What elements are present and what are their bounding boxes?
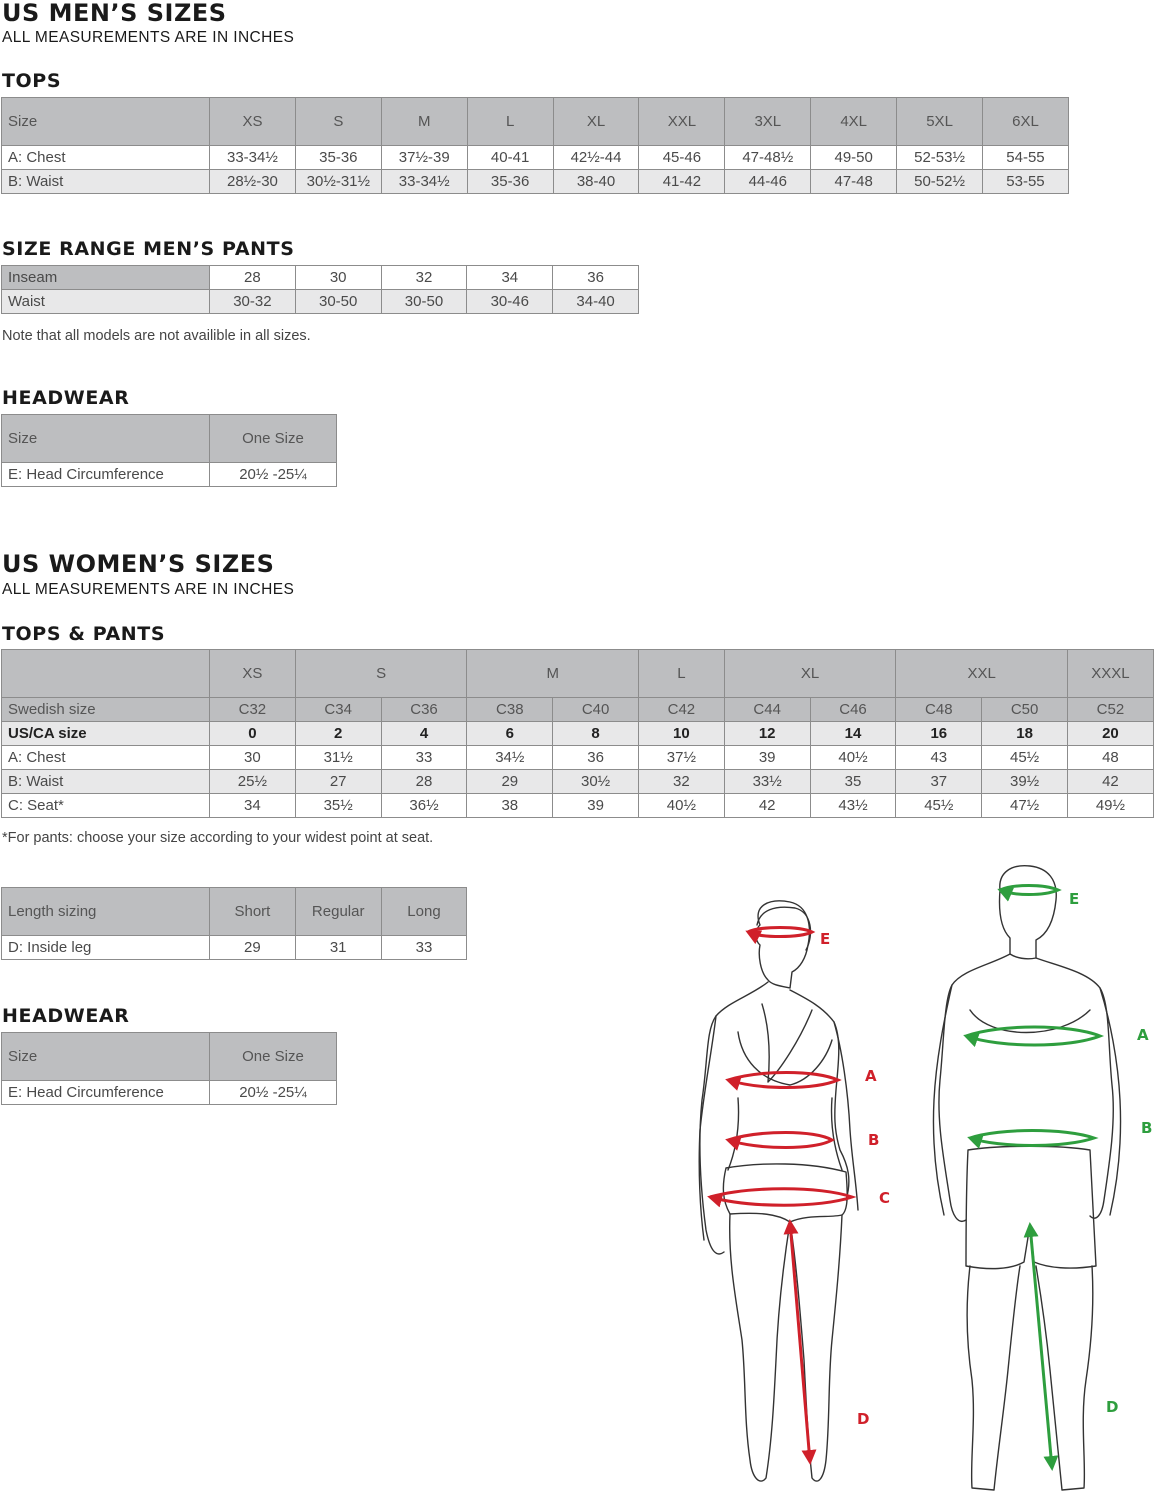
table-cell: 30½-31½ (295, 170, 381, 194)
table-cell: 4 (381, 722, 467, 746)
header-cell: XL (724, 650, 896, 698)
female-label-d: D (857, 1410, 870, 1428)
female-label-b: B (868, 1131, 880, 1149)
male-waist-measure (970, 1131, 1094, 1146)
header-cell: Short (210, 888, 296, 936)
header-cell: XXL (639, 98, 725, 146)
row-label: E: Head Circumference (2, 463, 210, 487)
table-cell: 35 (810, 770, 896, 794)
row-label: Waist (2, 290, 210, 314)
header-cell: XXXL (1068, 650, 1154, 698)
table-cell: 29 (210, 936, 296, 960)
header-cell: XS (210, 98, 296, 146)
table-cell: 38-40 (553, 170, 639, 194)
table-cell: 50-52½ (897, 170, 983, 194)
table-cell: C44 (724, 698, 810, 722)
table-cell: C40 (553, 698, 639, 722)
header-cell: S (295, 98, 381, 146)
header-cell: L (639, 650, 725, 698)
table-cell: 39½ (982, 770, 1068, 794)
male-head-measure (1000, 886, 1058, 895)
table-cell: 20 (1068, 722, 1154, 746)
male-left-arm-outline (933, 985, 952, 1215)
table-cell: 30-50 (381, 290, 467, 314)
header-cell: M (381, 98, 467, 146)
table-cell: 16 (896, 722, 982, 746)
table-cell: 47½ (982, 794, 1068, 818)
men-title: US MEN’S SIZES (2, 0, 227, 27)
table-cell: 44-46 (725, 170, 811, 194)
table-cell: 35-36 (295, 146, 381, 170)
header-cell: XS (210, 650, 296, 698)
women-headwear-title: HEADWEAR (2, 1005, 130, 1027)
header-cell: One Size (210, 415, 337, 463)
female-chest-measure (728, 1073, 838, 1088)
table-cell: 43 (896, 746, 982, 770)
header-cell: 4XL (811, 98, 897, 146)
table-cell: 41-42 (639, 170, 725, 194)
table-cell: 48 (1068, 746, 1154, 770)
table-cell: 47-48½ (725, 146, 811, 170)
table-cell: C48 (896, 698, 982, 722)
male-inside-leg-measure (1030, 1225, 1052, 1468)
table-cell: 39 (553, 794, 639, 818)
table-cell: 35½ (295, 794, 381, 818)
table-cell: 45½ (896, 794, 982, 818)
men-headwear-title: HEADWEAR (2, 387, 130, 409)
row-label: A: Chest (2, 146, 210, 170)
women-subtitle: ALL MEASUREMENTS ARE IN INCHES (2, 581, 295, 598)
header-cell: Regular (295, 888, 381, 936)
women-tops-title: TOPS & PANTS (2, 623, 166, 645)
male-figure (933, 866, 1120, 1490)
table-cell: 36 (553, 746, 639, 770)
table-cell: 32 (381, 266, 467, 290)
table-cell: 14 (810, 722, 896, 746)
female-measure-lines (710, 928, 852, 1463)
men-tops-title: TOPS (2, 70, 62, 92)
table-cell: 54-55 (983, 146, 1069, 170)
table-cell: 52-53½ (897, 146, 983, 170)
table-cell: 28 (210, 266, 296, 290)
table-cell: 37½-39 (381, 146, 467, 170)
table-cell: 34-40 (553, 290, 639, 314)
female-waist-measure (728, 1133, 832, 1148)
table-cell: 49-50 (811, 146, 897, 170)
header-cell: Length sizing (2, 888, 210, 936)
header-cell: L (467, 98, 553, 146)
table-cell: 45½ (982, 746, 1068, 770)
table-cell: 42 (724, 794, 810, 818)
male-label-d: D (1106, 1398, 1119, 1416)
table-cell: C46 (810, 698, 896, 722)
row-label: A: Chest (2, 746, 210, 770)
table-cell: C50 (982, 698, 1068, 722)
men-subtitle: ALL MEASUREMENTS ARE IN INCHES (2, 29, 295, 46)
table-cell: 6 (467, 722, 553, 746)
table-cell: 18 (982, 722, 1068, 746)
table-cell: C36 (381, 698, 467, 722)
male-chest-measure (966, 1027, 1100, 1045)
men-pants-title: SIZE RANGE MEN’S PANTS (2, 238, 295, 260)
male-torso-outline (939, 954, 1113, 1221)
table-cell: 35-36 (467, 170, 553, 194)
table-cell: 33-34½ (210, 146, 296, 170)
women-title: US WOMEN’S SIZES (2, 550, 275, 578)
table-cell: 2 (295, 722, 381, 746)
table-cell: C38 (467, 698, 553, 722)
female-left-leg-outline (730, 1214, 790, 1481)
table-cell: C34 (295, 698, 381, 722)
table-cell: 43½ (810, 794, 896, 818)
header-cell: Size (2, 1033, 210, 1081)
female-label-c: C (879, 1189, 891, 1207)
table-cell: 20½ -25¼ (210, 1081, 337, 1105)
male-label-a: A (1137, 1026, 1149, 1044)
row-label: C: Seat* (2, 794, 210, 818)
table-cell: 30½ (553, 770, 639, 794)
table-cell: 33 (381, 936, 467, 960)
table-cell: 33½ (724, 770, 810, 794)
table-cell: 8 (553, 722, 639, 746)
male-label-e: E (1069, 890, 1080, 908)
table-cell: 20½ -25¼ (210, 463, 337, 487)
table-cell: 30 (210, 746, 296, 770)
table-cell: 40-41 (467, 146, 553, 170)
table-cell: 33 (381, 746, 467, 770)
male-label-b: B (1141, 1119, 1153, 1137)
female-label-e: E (820, 930, 831, 948)
header-cell: M (467, 650, 639, 698)
header-cell: Size (2, 415, 210, 463)
table-cell: 39 (724, 746, 810, 770)
table-cell: 10 (639, 722, 725, 746)
female-seat-measure (710, 1189, 852, 1206)
table-cell: 33-34½ (381, 170, 467, 194)
table-cell: 36 (553, 266, 639, 290)
table-cell: 31 (295, 936, 381, 960)
table-cell: 53-55 (983, 170, 1069, 194)
table-cell: C32 (210, 698, 296, 722)
row-label: B: Waist (2, 770, 210, 794)
female-right-arm-outline (834, 1022, 858, 1210)
female-right-leg-outline (790, 1215, 842, 1481)
table-cell: C52 (1068, 698, 1154, 722)
table-cell: 31½ (295, 746, 381, 770)
table-cell: 36½ (381, 794, 467, 818)
male-head-outline (999, 866, 1056, 959)
women-seat-note: *For pants: choose your size according to your widest point at seat. (2, 830, 434, 846)
header-cell: Size (2, 98, 210, 146)
header-cell: 5XL (897, 98, 983, 146)
row-label: B: Waist (2, 170, 210, 194)
female-head-measure (748, 928, 812, 937)
table-cell: 47-48 (811, 170, 897, 194)
table-cell: 42½-44 (553, 146, 639, 170)
header-cell: One Size (210, 1033, 337, 1081)
table-cell: 37 (896, 770, 982, 794)
header-cell: XXL (896, 650, 1068, 698)
table-cell: 40½ (639, 794, 725, 818)
header-cell: XL (553, 98, 639, 146)
table-cell: 49½ (1068, 794, 1154, 818)
table-cell: 32 (639, 770, 725, 794)
male-left-leg-outline (967, 1266, 1020, 1490)
table-cell: 37½ (639, 746, 725, 770)
table-cell: 34 (467, 266, 553, 290)
header-cell: 3XL (725, 98, 811, 146)
female-inside-leg-measure (790, 1222, 810, 1462)
table-cell: 12 (724, 722, 810, 746)
table-cell: 38 (467, 794, 553, 818)
table-cell: 40½ (810, 746, 896, 770)
female-torso-outline (700, 982, 849, 1254)
table-cell: 28 (381, 770, 467, 794)
row-label: US/CA size (2, 722, 210, 746)
female-label-a: A (865, 1067, 877, 1085)
table-cell: 25½ (210, 770, 296, 794)
row-label: E: Head Circumference (2, 1081, 210, 1105)
table-cell: 29 (467, 770, 553, 794)
table-cell: 34½ (467, 746, 553, 770)
header-cell: Long (381, 888, 467, 936)
table-cell: 27 (295, 770, 381, 794)
table-cell: 30-50 (295, 290, 381, 314)
row-label: Inseam (2, 266, 210, 290)
male-right-arm-outline (1100, 988, 1121, 1215)
men-pants-note: Note that all models are not availible in all sizes. (2, 328, 311, 344)
table-cell: 30-32 (210, 290, 296, 314)
table-cell: 28½-30 (210, 170, 296, 194)
table-cell: 30-46 (467, 290, 553, 314)
header-cell: 6XL (983, 98, 1069, 146)
table-cell: 34 (210, 794, 296, 818)
table-cell: 42 (1068, 770, 1154, 794)
female-head-outline (756, 901, 809, 988)
table-cell: 0 (210, 722, 296, 746)
header-cell: S (295, 650, 467, 698)
row-label: Swedish size (2, 698, 210, 722)
row-label: D: Inside leg (2, 936, 210, 960)
table-cell: 45-46 (639, 146, 725, 170)
table-cell: 30 (295, 266, 381, 290)
table-cell: C42 (639, 698, 725, 722)
